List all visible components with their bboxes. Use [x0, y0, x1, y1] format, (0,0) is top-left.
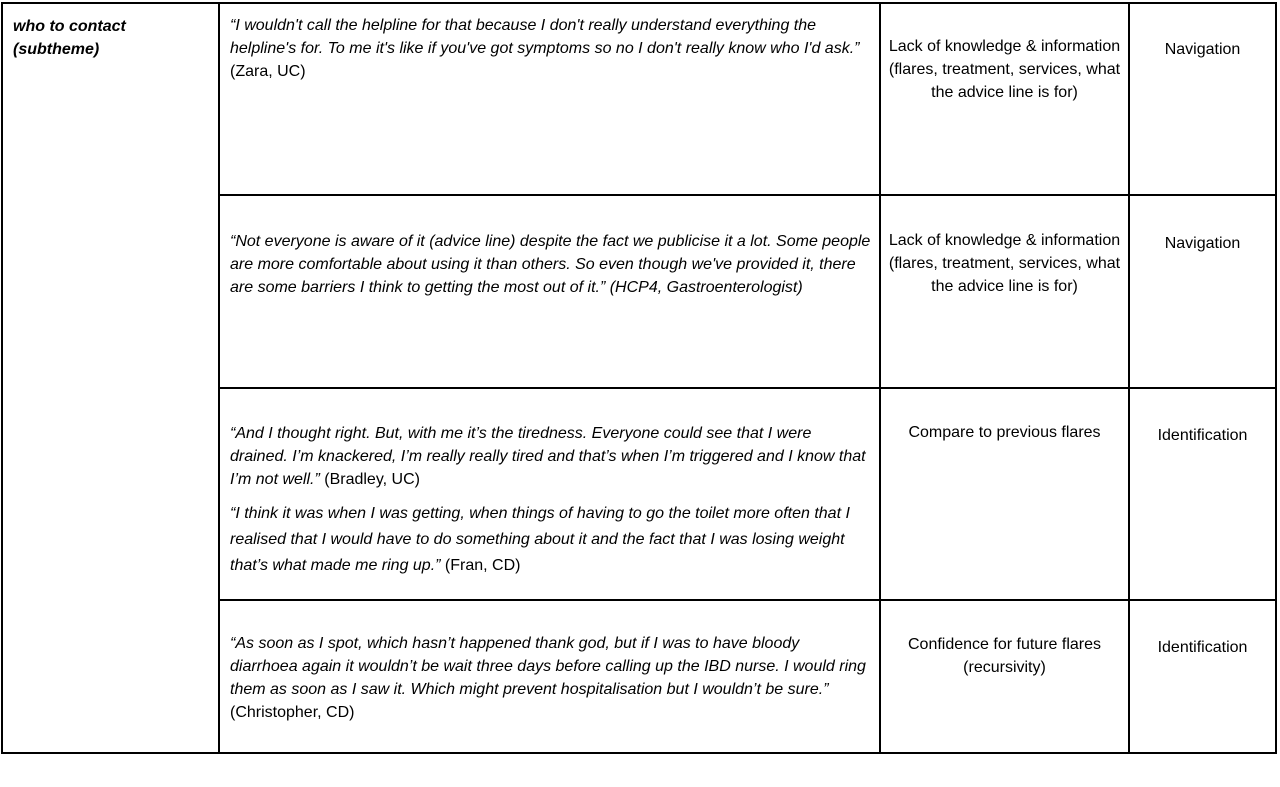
table-row [220, 389, 1275, 601]
table-row [220, 601, 1275, 752]
quote-cell [220, 4, 881, 194]
subtheme-column [3, 4, 220, 752]
quote-text: “Not everyone is aware of it (advice line) despite the fact we publicise it a lot. Some people are more comfortable about using it than others. So even though we've provided it, there are some barriers I think to getting the most out of it.” (HCP4, Gastroenterologist) [230, 233, 871, 296]
qualitative-table [1, 2, 1277, 754]
theme-cell: Navigation [1164, 235, 1241, 252]
quote-text: “I wouldn't call the helpline for that because I don't really understand everything the helpline's for. To me it's like if you've got symptoms so no I don't really know who I'd ask.” [230, 17, 860, 57]
quote-source: (Christopher, CD) [230, 704, 355, 721]
quote-text: “As soon as I spot, which hasn’t happened thank god, but if I was to have bloody diarrhoea again it wouldn’t be wait three days before calling up the IBD nurse. I would ring them as soon as I saw it. Which might prevent hospitalisation but I wouldn’t be sure.” [230, 635, 866, 698]
subtheme-label [13, 15, 213, 61]
theme-cell: Identification [1157, 427, 1248, 444]
quote-text: “I think it was when I was getting, when things of having to go the toilet more often that I realised that I would have to do something about it and the fact that I was losing weight that’s what made me ring up.” [230, 505, 850, 574]
quote [230, 14, 871, 83]
subtheme-tag: (subtheme) [13, 41, 100, 58]
code-cell: Confidence for future flares (recursivity) [881, 601, 1130, 752]
code-cell: Compare to previous flares [881, 389, 1130, 599]
code-cell: Lack of knowledge & information (flares, treatment, services, what the advice line is for) [881, 4, 1130, 194]
quote [230, 501, 871, 579]
code-cell: Lack of knowledge & information (flares, treatment, services, what the advice line is for) [881, 196, 1130, 387]
table-row [220, 196, 1275, 389]
quote-text: “And I thought right. But, with me it’s the tiredness. Everyone could see that I were drained. I’m knackered, I’m really really tired and that’s when I’m triggered and I know that I’m not well.” [230, 425, 866, 488]
theme-cell: Identification [1157, 639, 1248, 656]
subtheme-title: who to contact [13, 18, 126, 35]
table-row [220, 4, 1275, 196]
quote [230, 230, 871, 299]
quote [230, 422, 871, 491]
theme-cell: Navigation [1164, 41, 1241, 58]
quote [230, 632, 871, 724]
quote-cell [220, 196, 881, 387]
quote-source: (Bradley, UC) [319, 471, 420, 488]
quote-cell [220, 601, 881, 752]
quote-source: (Fran, CD) [440, 557, 521, 574]
quote-source: (Zara, UC) [230, 63, 306, 80]
quote-cell [220, 389, 881, 599]
